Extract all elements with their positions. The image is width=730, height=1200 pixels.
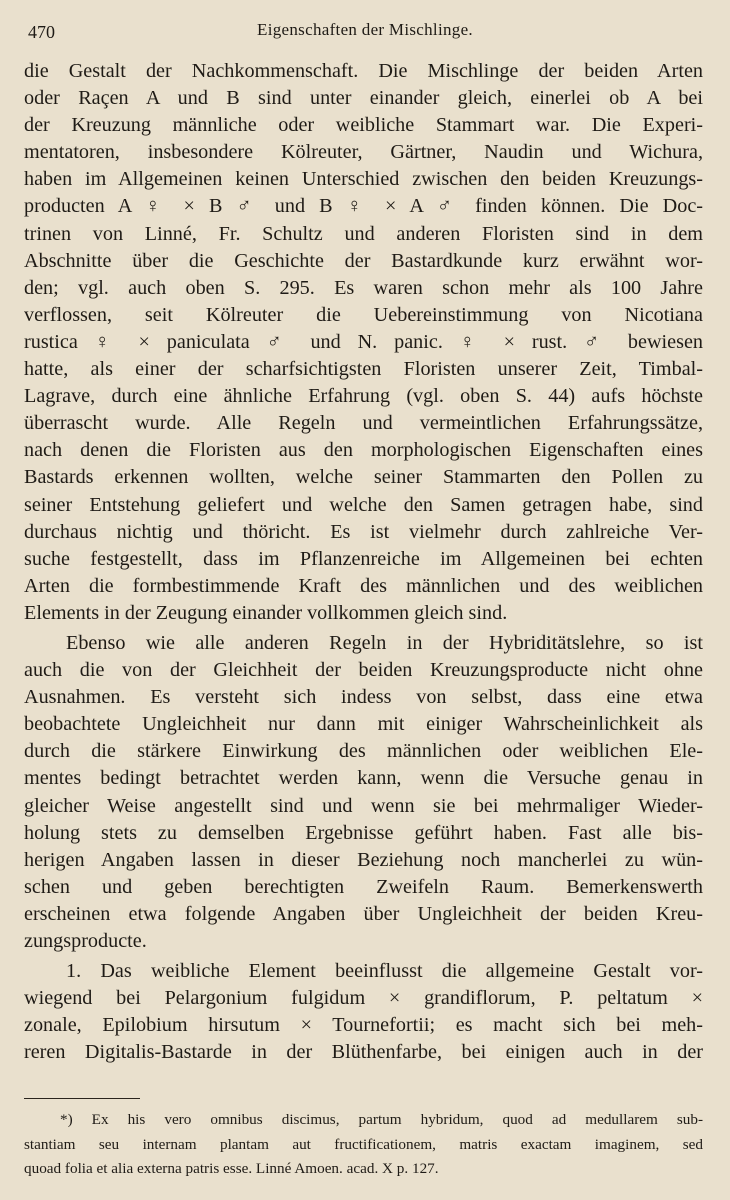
text-line: nach denen die Floristen aus den morphologischen Eigenschaften eines <box>24 439 703 462</box>
text-line: Bastards erkennen wollten, welche seiner Stammarten den Pollen zu <box>24 466 703 489</box>
text-line: mentatoren, insbesondere Kölreuter, Gärtner, Naudin und Wichura, <box>24 141 703 164</box>
text-line: Elements in der Zeugung einander vollkommen gleich sind. <box>24 601 508 624</box>
page-number: 470 <box>28 22 55 42</box>
text-line: beobachtete Ungleichheit nur dann mit einiger Wahrscheinlichkeit als <box>24 713 703 736</box>
footnote-line: quoad folia et alia externa patris esse. Linné Amoen. acad. X p. 127. <box>24 1160 439 1177</box>
text-line: hatte, als einer der scharfsichtigsten Floristen unserer Zeit, Timbal- <box>24 358 703 381</box>
text-line: durchaus nichtig und thöricht. Es ist vielmehr durch zahlreiche Ver- <box>24 520 703 543</box>
footnote-line: *) Ex his vero omnibus discimus, partum hybridum, quod ad medullarem sub- <box>60 1111 703 1128</box>
text-line: der Kreuzung männliche oder weibliche Stammart war. Die Experi- <box>24 114 703 137</box>
text-line: trinen von Linné, Fr. Schultz und anderen Floristen sind in dem <box>24 222 703 245</box>
text-line: gleicher Weise angestellt sind und wenn sie bei mehrmaliger Wieder- <box>24 794 703 817</box>
text-line: herigen Angaben lassen in dieser Beziehung noch mancherlei zu wün- <box>24 848 703 871</box>
text-line: auch die von der Gleichheit der beiden Kreuzungsproducte nicht ohne <box>24 659 703 682</box>
paragraph-start-line: Ebenso wie alle anderen Regeln in der Hybriditätslehre, so ist <box>66 631 703 654</box>
text-line: überrascht wurde. Alle Regeln und vermeintlichen Erfahrungssätze, <box>24 412 703 435</box>
numbered-item-line: 1. Das weibliche Element beeinflusst die allgemeine Gestalt vor- <box>66 960 703 983</box>
text-line: producten A ♀ × B ♂ und B ♀ × A ♂ finden können. Die Doc- <box>24 195 703 218</box>
text-line: haben im Allgemeinen keinen Unterschied zwischen den beiden Kreuzungs- <box>24 168 703 191</box>
text-line: Abschnitte über die Geschichte der Bastardkunde kurz erwähnt wor- <box>24 249 703 272</box>
text-line: verflossen, seit Kölreuter die Uebereinstimmung von Nicotiana <box>24 303 703 326</box>
text-line: reren Digitalis-Bastarde in der Blüthenfarbe, bei einigen auch in der <box>24 1041 703 1064</box>
text-line: erscheinen etwa folgende Angaben über Ungleichheit der beiden Kreu- <box>24 902 703 925</box>
running-title: Eigenschaften der Mischlinge. <box>257 20 473 39</box>
text-line: suche festgestellt, dass im Pflanzenreiche im Allgemeinen bei echten <box>24 547 703 570</box>
text-line: Ausnahmen. Es versteht sich indess von selbst, dass eine etwa <box>24 686 703 709</box>
text-line: mentes bedingt betrachtet werden kann, wenn die Versuche genau in <box>24 767 703 790</box>
footnote-rule <box>24 1098 140 1099</box>
footnote <box>24 1108 703 1182</box>
text-line: seiner Entstehung geliefert und welche den Samen getragen habe, sind <box>24 493 703 516</box>
text-line: holung stets zu demselben Ergebnisse geführt haben. Fast alle bis- <box>24 821 703 844</box>
main-text <box>24 58 703 1066</box>
text-line: rustica ♀ × paniculata ♂ und N. panic. ♀ × rust. ♂ bewiesen <box>24 330 703 353</box>
text-line: zungsproducte. <box>24 930 147 952</box>
text-line: Lagrave, durch eine ähnliche Erfahrung (vgl. oben S. 44) aufs höchste <box>24 385 703 408</box>
footnote-line: stantiam seu internam plantam aut fructificationem, matris exactam imaginem, sed <box>24 1135 703 1153</box>
text-line: schen und geben berechtigten Zweifeln Raum. Bemerkenswerth <box>24 875 703 898</box>
text-line: Arten die formbestimmende Kraft des männlichen und des weiblichen <box>24 574 703 597</box>
page-header <box>26 16 704 46</box>
text-line: durch die stärkere Einwirkung des männlichen oder weiblichen Ele- <box>24 740 703 763</box>
text-line: die Gestalt der Nachkommenschaft. Die Mischlinge der beiden Arten <box>24 60 703 82</box>
text-line: wiegend bei Pelargonium fulgidum × grandiflorum, P. peltatum × <box>24 987 703 1010</box>
text-line: zonale, Epilobium hirsutum × Tournefortii; es macht sich bei meh- <box>24 1014 703 1037</box>
text-line: den; vgl. auch oben S. 295. Es waren schon mehr als 100 Jahre <box>24 276 703 299</box>
text-line: oder Raçen A und B sind unter einander gleich, einerlei ob A bei <box>24 87 703 110</box>
